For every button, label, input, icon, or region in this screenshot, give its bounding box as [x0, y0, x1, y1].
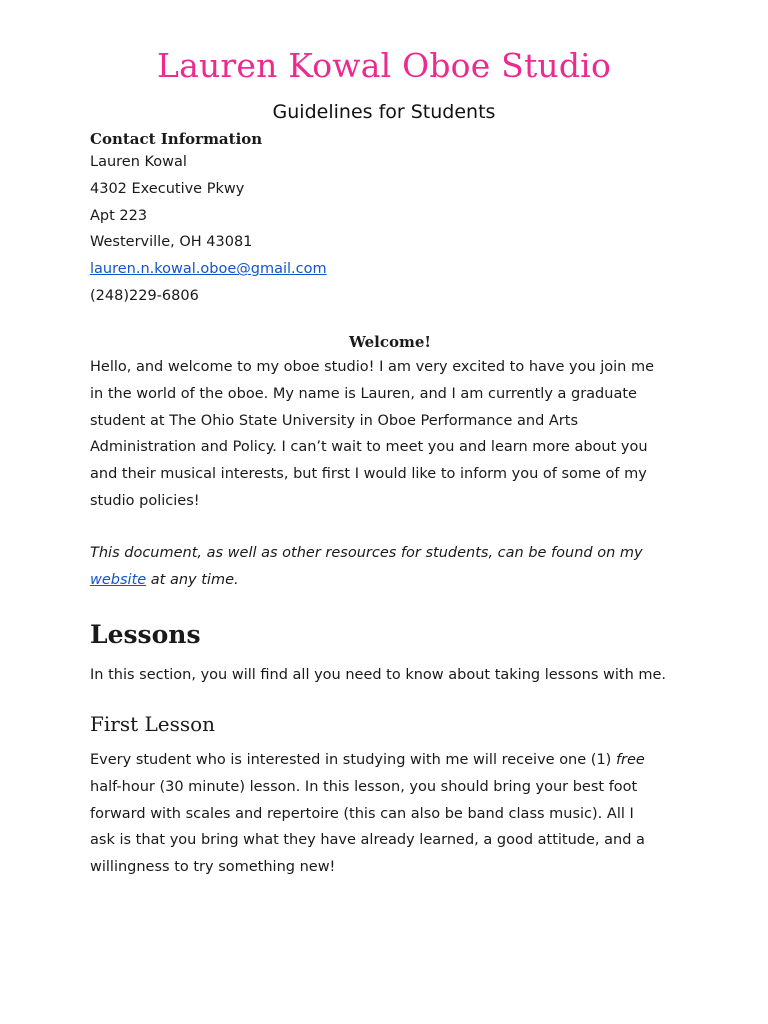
contact-section	[90, 128, 690, 310]
website-note	[90, 540, 690, 594]
welcome-line: and their musical interests, but first I would like to inform you of some of my	[90, 466, 647, 483]
first-lesson-line: Every student who is interested in studying with me will receive one (1)	[90, 752, 616, 768]
contact-address-line1: 4302 Executive Pkwy	[90, 180, 245, 197]
website-link[interactable]: website	[90, 571, 147, 588]
website-note-text: This document, as well as other resources for students, can be found on my	[90, 545, 643, 561]
first-lesson-heading: First Lesson	[90, 712, 216, 736]
first-lesson-line: ask is that you bring what they have already learned, a good attitude, and a	[90, 832, 645, 849]
welcome-line: studio policies!	[90, 492, 200, 509]
contact-heading: Contact Information	[90, 130, 263, 148]
contact-name: Lauren Kowal	[90, 154, 187, 170]
first-lesson-line: half-hour (30 minute) lesson. In this lesson, you should bring your best foot	[90, 778, 638, 795]
contact-phone: (248)229-6806	[90, 287, 199, 304]
welcome-paragraph	[90, 354, 690, 515]
lessons-intro: In this section, you will find all you need to know about taking lessons with me.	[90, 667, 667, 683]
page-title: Lauren Kowal Oboe Studio	[156, 46, 612, 85]
page-subtitle: Guidelines for Students	[272, 101, 496, 123]
contact-email-link[interactable]: lauren.n.kowal.oboe@gmail.com	[90, 261, 327, 278]
first-lesson-line: forward with scales and repertoire (this can also be band class music). All I	[90, 805, 634, 822]
welcome-line: in the world of the oboe. My name is Lauren, and I am currently a graduate	[90, 385, 637, 402]
welcome-section	[90, 331, 690, 515]
website-note-suffix: at any time.	[146, 571, 239, 588]
first-lesson-paragraph	[90, 747, 690, 881]
welcome-line: Administration and Policy. I can’t wait to meet you and learn more about you	[90, 439, 648, 456]
welcome-heading: Welcome!	[348, 333, 431, 351]
contact-city-state-zip: Westerville, OH 43081	[90, 234, 253, 251]
contact-address-line2: Apt 223	[90, 207, 148, 224]
welcome-line: student at The Ohio State University in Oboe Performance and Arts	[90, 412, 579, 429]
lessons-heading: Lessons	[90, 620, 201, 649]
welcome-line: Hello, and welcome to my oboe studio! I am very excited to have you join me	[90, 359, 655, 375]
free-emphasis: free	[615, 752, 645, 768]
first-lesson-line: willingness to try something new!	[90, 859, 336, 876]
